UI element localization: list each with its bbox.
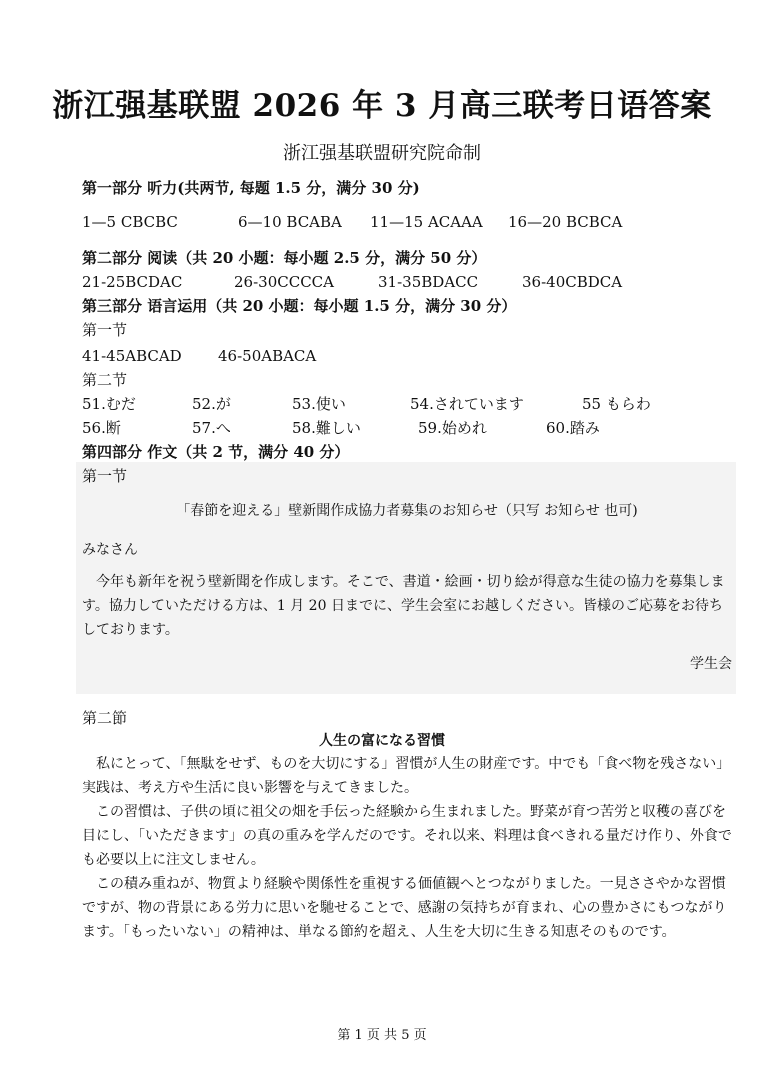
answer-item: 56.断	[82, 419, 121, 437]
notice-signature: 学生会	[690, 656, 732, 672]
notice-greeting: みなさん	[82, 542, 138, 558]
essay-paragraph: この積み重ねが、物質より経験や関係性を重視する価値観へとつながりました。一見ささやかな習慣ですが、物の背景にある労力に思いを馳せることで、感謝の気持ちが育まれ、心の豊かさにもつながります。「もったいない」の精神は、単なる節約を超え、人生を大切に生きる知恵そのものです。	[82, 876, 727, 940]
part1-heading: 第一部分 听力(共两节, 每题 1.5 分，满分 30 分)	[82, 179, 420, 197]
answer-item: 58.難しい	[292, 419, 361, 437]
notice-title: 「春節を迎える」壁新聞作成協力者募集のお知らせ（只写 お知らせ 也可)	[176, 503, 638, 519]
part3-section2-label: 第二节	[82, 371, 128, 389]
part4-section1-label: 第一节	[82, 467, 128, 485]
essay-paragraph: この習慣は、子供の頃に祖父の畑を手伝った経験から生まれました。野菜が育つ苦労と収穫の喜びを目にし、「いただきます」の真の重みを学んだのです。それ以来、料理は食べきれる量だけ作り、外食でも必要以上に注文しません。	[82, 804, 732, 868]
page-subtitle: 浙江强基联盟研究院命制	[283, 143, 481, 164]
page-title: 浙江强基联盟 2026 年 3 月高三联考日语答案	[52, 88, 712, 124]
answer-group: 31-35BDACC	[378, 273, 479, 291]
answer-item: 52.が	[192, 395, 231, 413]
answer-item: 60.踏み	[546, 419, 600, 437]
part2-heading: 第二部分 阅读（共 20 小题：每小题 2.5 分，满分 50 分）	[82, 249, 487, 267]
essay-paragraph: 私にとって、「無駄をせず、ものを大切にする」習慣が人生の財産です。中でも「食べ物を残さない」実践は、考え方や生活に良い影響を与えてきました。	[82, 756, 731, 796]
part4-section2-label: 第二節	[82, 709, 128, 727]
part3-heading: 第三部分 语言运用（共 20 小题：每小题 1.5 分，满分 30 分）	[82, 297, 517, 315]
part3-section1-label: 第一节	[82, 321, 128, 339]
answer-item: 57.へ	[192, 419, 231, 437]
answer-item: 51.むだ	[82, 395, 136, 413]
notice-paragraph: 今年も新年を祝う壁新聞を作成します。そこで、書道・絵画・切り絵が得意な生徒の協力を募集します。協力していただける方は、1 月 20 日までに、学生会室にお越しください。皆様のご応募をお待ちしております。	[82, 574, 725, 638]
answer-group: 1—5 CBCBC	[82, 213, 178, 231]
notice-body	[82, 570, 734, 642]
answer-item: 59.始めれ	[418, 419, 487, 437]
answer-group: 21-25BCDAC	[82, 273, 183, 291]
essay-body	[82, 752, 734, 944]
answer-item: 55 もらわ	[582, 395, 651, 413]
answer-group: 41-45ABCAD	[82, 347, 182, 365]
answer-group: 16—20 BCBCA	[508, 213, 623, 231]
part4-heading: 第四部分 作文（共 2 节，满分 40 分）	[82, 443, 350, 461]
answer-group: 36-40CBDCA	[522, 273, 623, 291]
page-footer: 第 1 页 共 5 页	[337, 1028, 427, 1043]
answer-group: 11—15 ACAAA	[370, 213, 483, 231]
essay-title: 人生の富になる習慣	[319, 733, 445, 749]
answer-item: 53.使い	[292, 395, 346, 413]
answer-group: 6—10 BCABA	[238, 213, 342, 231]
answer-item: 54.されています	[410, 395, 524, 413]
answer-group: 26-30CCCCA	[234, 273, 334, 291]
answer-group: 46-50ABACA	[218, 347, 317, 365]
